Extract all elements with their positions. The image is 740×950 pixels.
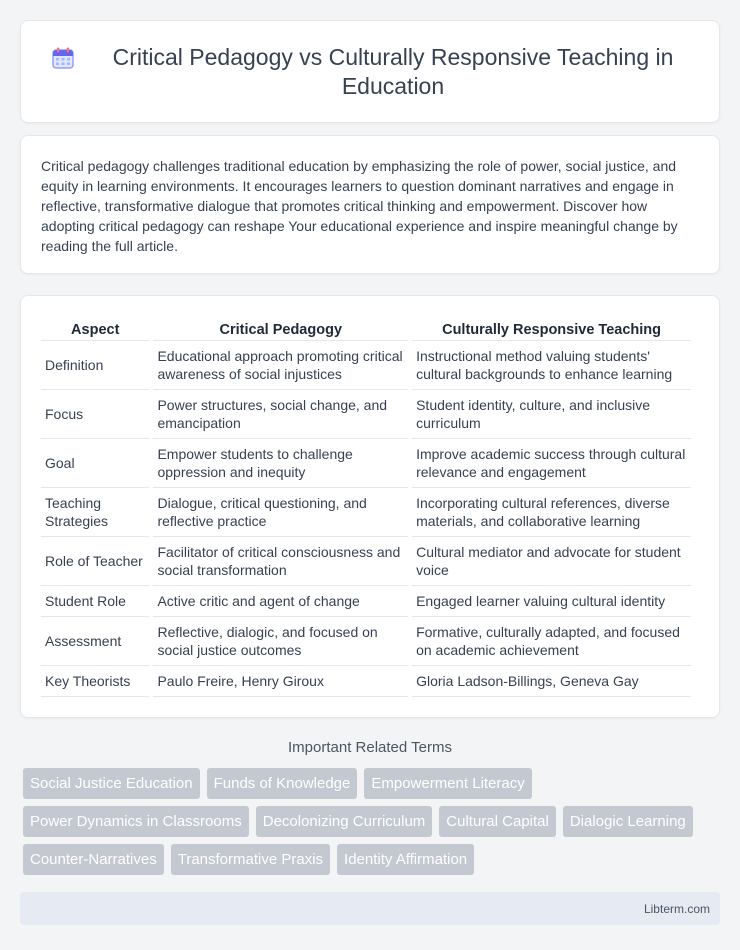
table-row bbox=[41, 341, 691, 390]
table-row bbox=[41, 666, 691, 697]
related-terms-section bbox=[20, 739, 720, 882]
tag-dialogic-learning[interactable]: Dialogic Learning bbox=[563, 806, 693, 837]
cell-aspect: Focus bbox=[41, 390, 149, 439]
tag-decolonizing-curriculum[interactable]: Decolonizing Curriculum bbox=[256, 806, 433, 837]
table-row bbox=[41, 488, 691, 537]
table-row bbox=[41, 617, 691, 666]
cell-culturally-responsive: Cultural mediator and advocate for student voice bbox=[412, 537, 691, 586]
related-terms-title: Important Related Terms bbox=[288, 739, 452, 756]
intro-card bbox=[20, 135, 720, 274]
cell-aspect: Key Theorists bbox=[41, 666, 149, 697]
cell-culturally-responsive: Engaged learner valuing cultural identity bbox=[412, 586, 691, 617]
table-row bbox=[41, 390, 691, 439]
cell-critical-pedagogy: Paulo Freire, Henry Giroux bbox=[153, 666, 408, 697]
tag-social-justice-education[interactable]: Social Justice Education bbox=[23, 768, 200, 799]
cell-aspect: Student Role bbox=[41, 586, 149, 617]
table-row bbox=[41, 586, 691, 617]
cell-culturally-responsive: Improve academic success through cultural relevance and engagement bbox=[412, 439, 691, 488]
tag-transformative-praxis[interactable]: Transformative Praxis bbox=[171, 844, 330, 875]
comparison-table bbox=[37, 317, 695, 697]
cell-culturally-responsive: Formative, culturally adapted, and focused on academic achievement bbox=[412, 617, 691, 666]
table-row bbox=[41, 439, 691, 488]
header-aspect: Aspect bbox=[41, 317, 149, 341]
tag-funds-of-knowledge[interactable]: Funds of Knowledge bbox=[207, 768, 358, 799]
tag-counter-narratives[interactable]: Counter-Narratives bbox=[23, 844, 164, 875]
tag-identity-affirmation[interactable]: Identity Affirmation bbox=[337, 844, 474, 875]
cell-aspect: Definition bbox=[41, 341, 149, 390]
title-wrap bbox=[51, 43, 689, 101]
tag-empowerment-literacy[interactable]: Empowerment Literacy bbox=[364, 768, 531, 799]
cell-critical-pedagogy: Reflective, dialogic, and focused on social justice outcomes bbox=[153, 617, 408, 666]
cell-culturally-responsive: Instructional method valuing students' cultural backgrounds to enhance learning bbox=[412, 341, 691, 390]
cell-critical-pedagogy: Power structures, social change, and emancipation bbox=[153, 390, 408, 439]
related-terms-tags bbox=[20, 768, 700, 882]
cell-critical-pedagogy: Empower students to challenge oppression and inequity bbox=[153, 439, 408, 488]
cell-aspect: Teaching Strategies bbox=[41, 488, 149, 537]
cell-critical-pedagogy: Facilitator of critical consciousness and social transformation bbox=[153, 537, 408, 586]
page-title: Critical Pedagogy vs Culturally Responsive Teaching in Education bbox=[112, 43, 674, 99]
comparison-card bbox=[20, 295, 720, 718]
cell-aspect: Role of Teacher bbox=[41, 537, 149, 586]
tag-cultural-capital[interactable]: Cultural Capital bbox=[439, 806, 556, 837]
tag-power-dynamics[interactable]: Power Dynamics in Classrooms bbox=[23, 806, 249, 837]
cell-critical-pedagogy: Educational approach promoting critical awareness of social injustices bbox=[153, 341, 408, 390]
cell-critical-pedagogy: Dialogue, critical questioning, and reflective practice bbox=[153, 488, 408, 537]
footer-site-link[interactable]: Libterm.com bbox=[643, 901, 710, 916]
cell-aspect: Assessment bbox=[41, 617, 149, 666]
cell-culturally-responsive: Student identity, culture, and inclusive curriculum bbox=[412, 390, 691, 439]
calendar-icon bbox=[51, 46, 75, 70]
header-card bbox=[20, 20, 720, 123]
cell-culturally-responsive: Incorporating cultural references, diverse materials, and collaborative learning bbox=[412, 488, 691, 537]
footer bbox=[20, 892, 720, 925]
cell-critical-pedagogy: Active critic and agent of change bbox=[153, 586, 408, 617]
table-row bbox=[41, 537, 691, 586]
cell-aspect: Goal bbox=[41, 439, 149, 488]
intro-text: Critical pedagogy challenges traditional education by emphasizing the role of power, social justice, and equity in learning environments. It encourages learners to question dominant narratives and engage in reflective, transformative dialogue that promotes critical thinking and empowerment. Discover how adopting critical pedagogy can reshape Your educational experience and inspire meaningful change by reading the full article. bbox=[41, 158, 678, 254]
table-header-row bbox=[41, 317, 691, 341]
header-culturally-responsive: Culturally Responsive Teaching bbox=[412, 317, 691, 341]
header-critical-pedagogy: Critical Pedagogy bbox=[153, 317, 408, 341]
cell-culturally-responsive: Gloria Ladson-Billings, Geneva Gay bbox=[412, 666, 691, 697]
